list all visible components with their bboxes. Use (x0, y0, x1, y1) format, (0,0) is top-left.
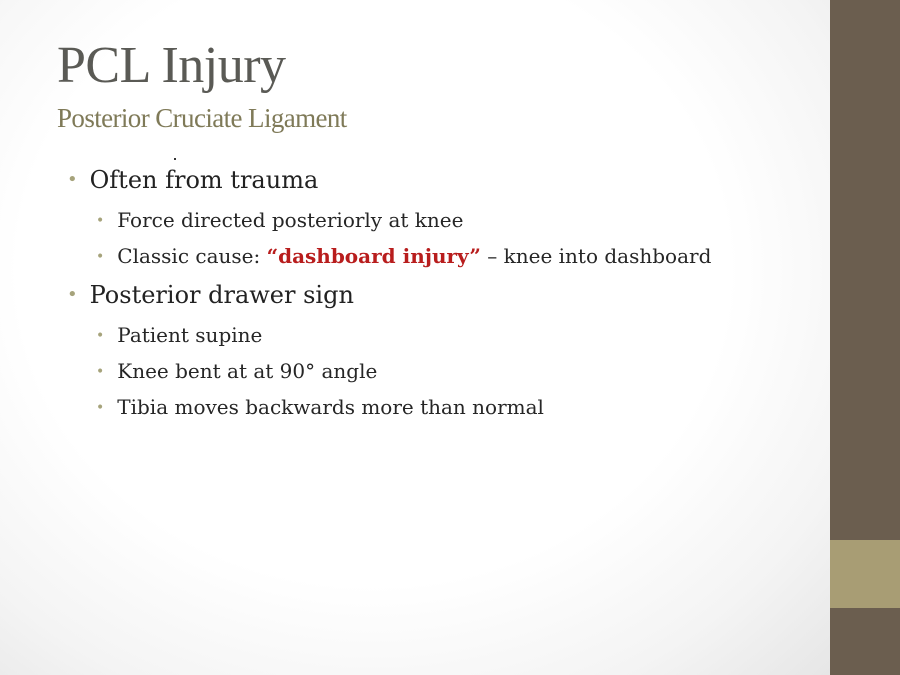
sub-bullet-suffix: – knee into dashboard (480, 244, 712, 268)
bullet-icon: • (96, 328, 105, 344)
sub-bullet-text: Force directed posteriorly at knee (117, 208, 464, 232)
sub-bullet-text: Tibia moves backwards more than normal (117, 395, 544, 419)
sub-bullet-item (96, 323, 262, 347)
sub-bullet-item (96, 359, 377, 383)
bullet-icon: • (96, 249, 105, 265)
ink-speck (174, 158, 176, 160)
sub-bullet-item (96, 395, 544, 419)
sub-bullet-item (96, 244, 711, 268)
side-decoration-accent (830, 540, 900, 608)
highlight-text: “dashboard injury” (266, 244, 481, 268)
bullet-icon: • (96, 400, 105, 416)
sub-bullet-text: Patient supine (117, 323, 263, 347)
bullet-icon: • (96, 213, 105, 229)
bullet-icon: • (96, 364, 105, 380)
sub-bullet-prefix: Classic cause: (117, 244, 267, 268)
slide-title: PCL Injury (57, 37, 286, 94)
bullet-item-trauma (67, 166, 318, 194)
bullet-text: Posterior drawer sign (89, 281, 354, 309)
bullet-item-drawer-sign (67, 281, 354, 309)
bullet-icon: • (67, 284, 78, 305)
bullet-icon: • (67, 169, 78, 190)
bullet-text: Often from trauma (89, 166, 319, 194)
sub-bullet-item (96, 208, 463, 232)
sub-bullet-text: Knee bent at at 90° angle (117, 359, 378, 383)
slide-subtitle: Posterior Cruciate Ligament (57, 103, 347, 133)
